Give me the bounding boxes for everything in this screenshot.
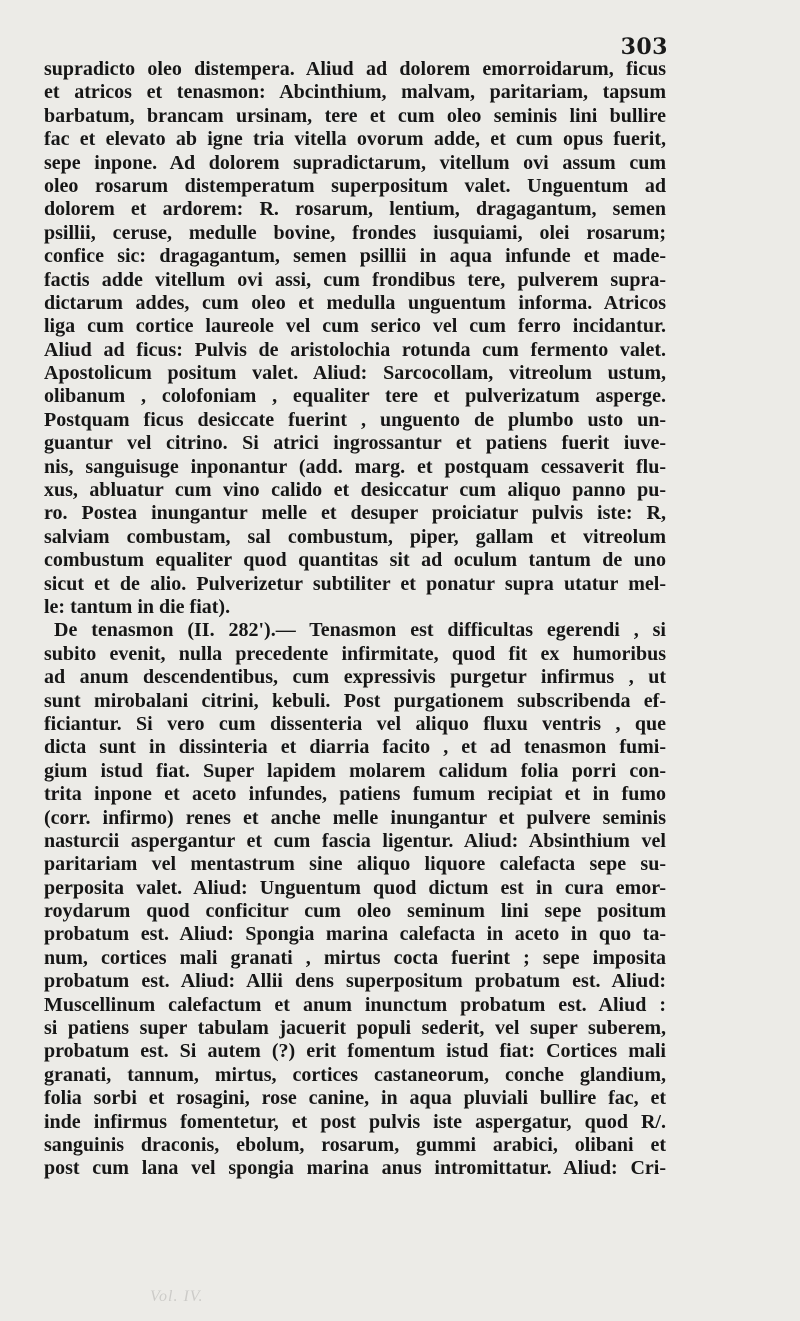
text-line: fac et elevato ab igne tria vitella ovorum adde, et cum opus fuerit, [44,128,666,151]
text-line: num, cortices mali granati , mirtus cocta fuerint ; sepe imposita [44,946,666,969]
text-line: trita inpone et aceto infundes, patiens fumum recipiat et in fumo [44,783,666,806]
text-line: confice sic: dragagantum, semen psillii in aqua infunde et made- [44,245,666,268]
text-line: combustum equaliter quod quantitas sit ad oculum tantum de uno [44,549,666,572]
page-number: 303 [620,34,668,60]
text-line: dicta sunt in dissinteria et diarria facito , et ad tenasmon fumi- [44,736,666,759]
text-line: guantur vel citrino. Si atrici ingrossantur et patiens fuerit iuve- [44,432,666,455]
text-line: supradicto oleo distempera. Aliud ad dolorem emorroidarum, ficus [44,58,666,80]
text-line: oleo rosarum distemperatum superpositum valet. Unguentum ad [44,174,666,197]
text-line: et atricos et tenasmon: Abcinthium, malvam, paritariam, tapsum [44,81,666,104]
text-line: roydarum quod conficitur cum oleo seminum lini sepe positum [44,900,666,923]
text-line: Apostolicum positum valet. Aliud: Sarcocollam, vitreolum ustum, [44,362,666,385]
text-line: subito evenit, nulla precedente infirmitate, quod fit ex humoribus [44,642,666,665]
text-line: folia sorbi et rosagini, rose canine, in aqua pluviali bullire fac, et [44,1087,666,1110]
text-line: Postquam ficus desiccate fuerint , unguento de plumbo usto un- [44,408,666,431]
text-line: sicut et de alio. Pulverizetur subtiliter et ponatur supra utatur mel- [44,572,666,595]
bleed-through-footer: Vol. IV. [150,1288,204,1305]
text-line: factis adde vitellum ovi assi, cum frondibus tere, pulverem supra- [44,268,666,291]
text-line: si patiens super tabulam jacuerit populi sederit, vel super suberem, [44,1017,666,1040]
text-line: ficiantur. Si vero cum dissenteria vel aliquo fluxu ventris , que [44,712,666,735]
text-line: le: tantum in die fiat). [44,595,231,618]
text-line: probatum est. Aliud: Spongia marina calefacta in aceto in quo ta- [44,923,666,946]
text-line: post cum lana vel spongia marina anus intromittatur. Aliud: Cri- [44,1157,666,1180]
text-line: dolorem et ardorem: R. rosarum, lentium, dragagantum, semen [44,198,666,221]
text-line: salviam combustam, sal combustum, piper, gallam et vitreolum [44,525,666,548]
text-line: Aliud ad ficus: Pulvis de aristolochia rotunda cum fermento valet. [44,338,666,361]
text-line: (corr. infirmo) renes et anche melle inungantur et pulvere seminis [44,806,666,829]
text-line: psillii, ceruse, medulle bovine, frondes iusquiami, olei rosarum; [44,221,666,244]
body-text [44,58,666,1181]
text-line: nasturcii aspergantur et cum fascia ligentur. Aliud: Absinthium vel [44,829,666,852]
text-line: sunt mirobalani citrini, kebuli. Post purgationem subscribenda ef- [44,689,666,712]
text-line: ro. Postea inungantur melle et desuper proiciatur pulvis iste: R, [44,502,666,525]
text-line: xus, abluatur cum vino calido et desiccatur cum aliquo panno pu- [44,479,666,502]
text-line: probatum est. Aliud: Allii dens superpositum probatum est. Aliud: [44,970,666,993]
text-line: ad anum descendentibus, cum expressivis purgetur infirmus , ut [44,666,666,689]
text-line: sanguinis draconis, ebolum, rosarum, gummi arabici, olibani et [44,1133,666,1156]
text-line: dictarum addes, cum oleo et medulla unguentum informa. Atricos [44,291,666,314]
text-line: olibanum , colofoniam , equaliter tere et pulverizatum asperge. [44,385,666,408]
text-line: barbatum, brancam ursinam, tere et cum oleo seminis lini bullire [44,104,666,127]
text-line: gium istud fiat. Super lapidem molarem calidum folia porri con- [44,759,666,782]
text-line: paritariam vel mentastrum sine aliquo liquore calefacta sepe su- [44,853,666,876]
text-line: perposita valet. Aliud: Unguentum quod dictum est in cura emor- [44,876,666,899]
text-line: liga cum cortice laureole vel cum serico vel cum ferro incidantur. [44,315,666,338]
section-heading-line: De tenasmon (II. 282').— Tenasmon est difficultas egerendi , si [54,619,666,642]
text-line: sepe inpone. Ad dolorem supradictarum, vitellum ovi assum cum [44,151,666,174]
text-line: granati, tannum, mirtus, cortices castaneorum, conche glandium, [44,1063,666,1086]
text-line: Muscellinum calefactum et anum inunctum probatum est. Aliud : [44,993,666,1016]
text-line: nis, sanguisuge inponantur (add. marg. et postquam cessaverit flu- [44,455,666,478]
text-line: inde infirmus fomentetur, et post pulvis iste aspergatur, quod R/. [44,1110,666,1133]
text-line: probatum est. Si autem (?) erit fomentum istud fiat: Cortices mali [44,1040,666,1063]
